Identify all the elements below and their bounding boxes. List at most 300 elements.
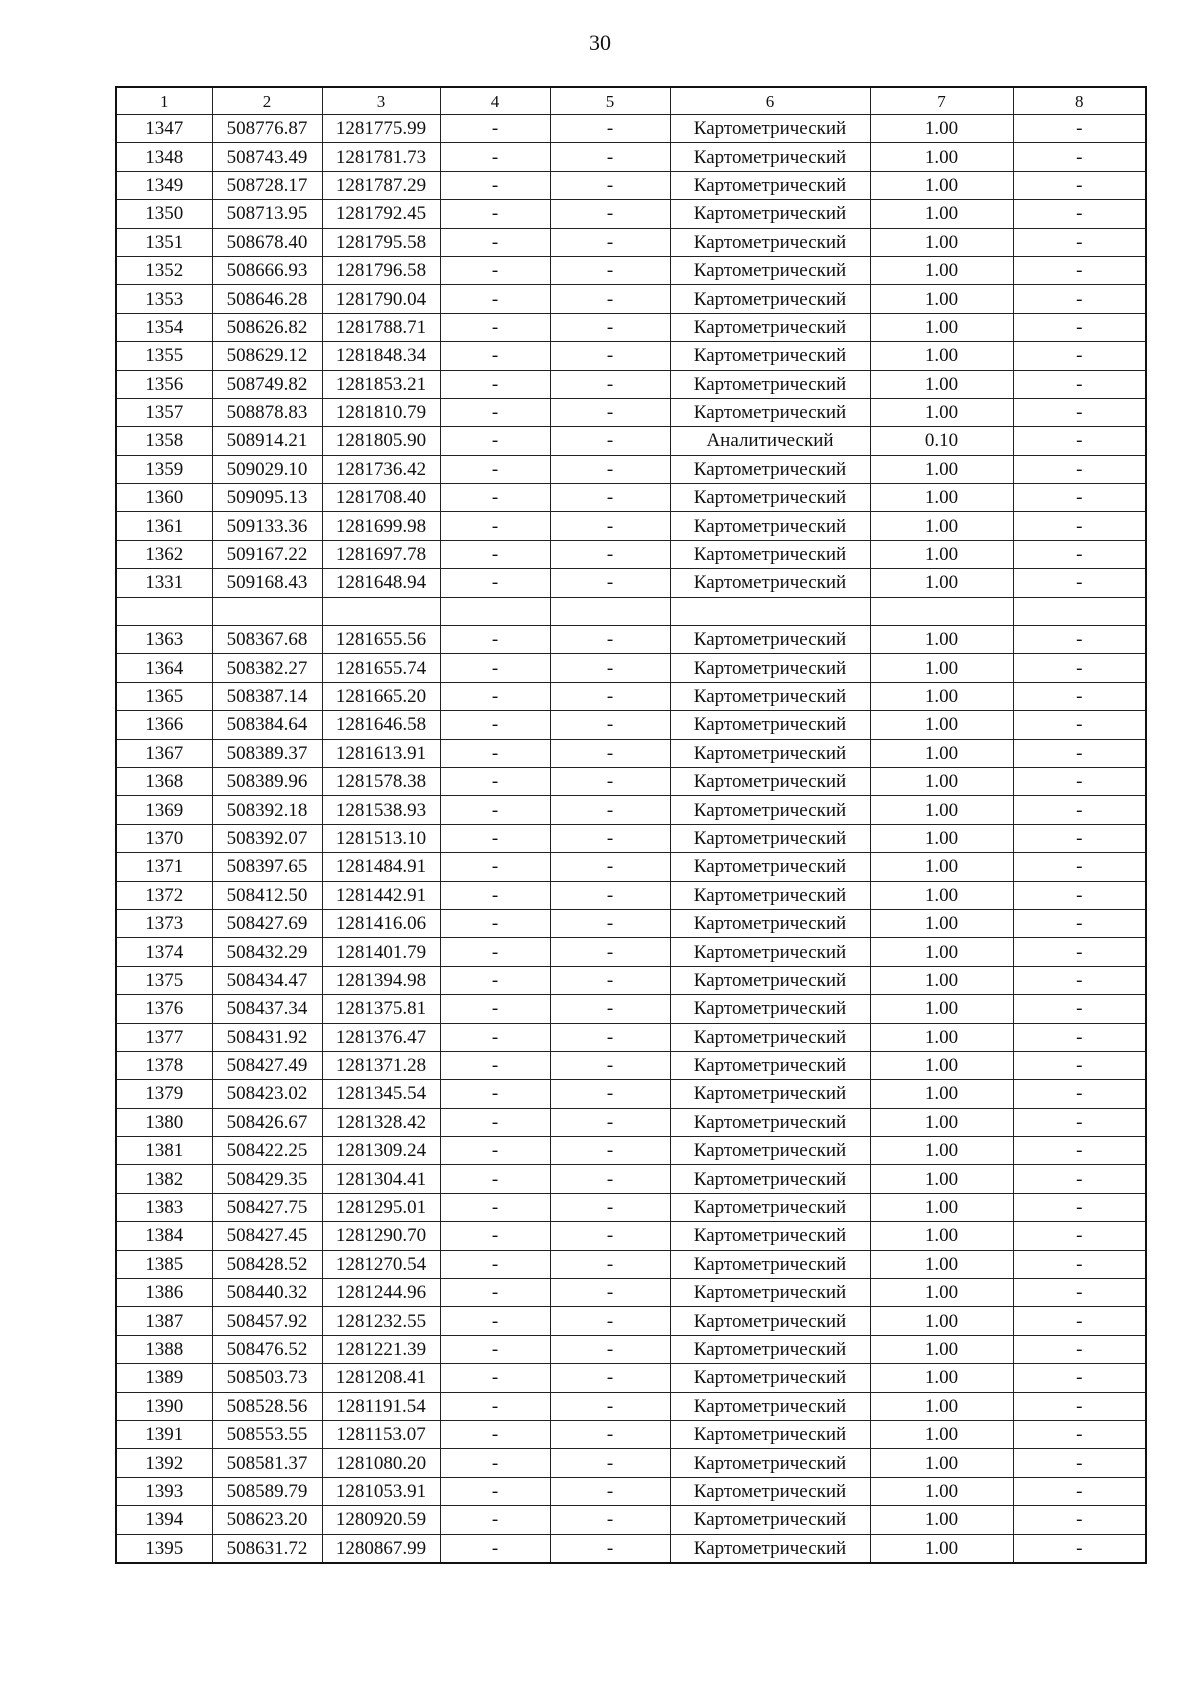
cell-y-coordinate: 1281787.29 — [322, 171, 440, 199]
cell-x-coordinate — [212, 597, 322, 625]
cell-accuracy: 1.00 — [870, 540, 1013, 568]
cell-method: Картометрический — [670, 796, 870, 824]
table-row — [116, 1193, 1146, 1221]
cell-x-coordinate: 508666.93 — [212, 256, 322, 284]
cell-x-coordinate: 508749.82 — [212, 370, 322, 398]
table-row — [116, 285, 1146, 313]
cell-accuracy: 1.00 — [870, 1449, 1013, 1477]
cell-col-8-value: - — [1013, 540, 1146, 568]
cell-method: Картометрический — [670, 1051, 870, 1079]
cell-method: Картометрический — [670, 1506, 870, 1534]
cell-x-coordinate: 508432.29 — [212, 938, 322, 966]
cell-point-number: 1360 — [116, 484, 212, 512]
cell-method: Картометрический — [670, 512, 870, 540]
cell-y-coordinate: 1281442.91 — [322, 881, 440, 909]
cell-col-4-value: - — [440, 995, 550, 1023]
cell-col-8-value: - — [1013, 1364, 1146, 1392]
cell-method: Картометрический — [670, 1307, 870, 1335]
cell-col-4-value: - — [440, 1250, 550, 1278]
cell-accuracy: 1.00 — [870, 455, 1013, 483]
table-row — [116, 1222, 1146, 1250]
cell-accuracy: 1.00 — [870, 398, 1013, 426]
cell-accuracy: 1.00 — [870, 313, 1013, 341]
cell-col-8-value: - — [1013, 1307, 1146, 1335]
cell-col-5-value: - — [550, 1335, 670, 1363]
cell-col-5-value: - — [550, 1080, 670, 1108]
cell-col-8-value: - — [1013, 1051, 1146, 1079]
table-row — [116, 682, 1146, 710]
cell-accuracy: 1.00 — [870, 626, 1013, 654]
cell-col-8-value: - — [1013, 654, 1146, 682]
cell-col-4-value: - — [440, 1420, 550, 1448]
cell-y-coordinate: 1281232.55 — [322, 1307, 440, 1335]
cell-method: Картометрический — [670, 1165, 870, 1193]
cell-point-number: 1357 — [116, 398, 212, 426]
cell-col-5-value: - — [550, 824, 670, 852]
column-header-3: 3 — [322, 87, 440, 115]
cell-point-number: 1353 — [116, 285, 212, 313]
cell-col-5-value: - — [550, 1534, 670, 1563]
cell-point-number: 1381 — [116, 1137, 212, 1165]
cell-point-number: 1366 — [116, 711, 212, 739]
cell-point-number: 1331 — [116, 569, 212, 597]
cell-col-4-value: - — [440, 342, 550, 370]
cell-method: Картометрический — [670, 1392, 870, 1420]
cell-method — [670, 597, 870, 625]
cell-col-5-value: - — [550, 1449, 670, 1477]
cell-col-8-value: - — [1013, 1250, 1146, 1278]
cell-method: Картометрический — [670, 654, 870, 682]
table-row — [116, 1534, 1146, 1563]
cell-method: Картометрический — [670, 626, 870, 654]
cell-y-coordinate: 1281796.58 — [322, 256, 440, 284]
cell-col-8-value: - — [1013, 427, 1146, 455]
cell-method: Картометрический — [670, 171, 870, 199]
cell-col-4-value: - — [440, 313, 550, 341]
cell-y-coordinate: 1281781.73 — [322, 143, 440, 171]
cell-col-5-value: - — [550, 313, 670, 341]
cell-col-4-value: - — [440, 171, 550, 199]
cell-point-number: 1352 — [116, 256, 212, 284]
cell-col-4-value: - — [440, 1477, 550, 1505]
cell-method: Картометрический — [670, 881, 870, 909]
cell-point-number: 1361 — [116, 512, 212, 540]
cell-y-coordinate: 1281788.71 — [322, 313, 440, 341]
cell-method: Картометрический — [670, 682, 870, 710]
cell-y-coordinate: 1281153.07 — [322, 1420, 440, 1448]
cell-col-5-value: - — [550, 285, 670, 313]
cell-col-8-value: - — [1013, 484, 1146, 512]
cell-method: Картометрический — [670, 313, 870, 341]
cell-method: Картометрический — [670, 1420, 870, 1448]
cell-col-5-value: - — [550, 171, 670, 199]
cell-accuracy: 1.00 — [870, 1364, 1013, 1392]
cell-col-5-value: - — [550, 342, 670, 370]
coordinates-table — [115, 86, 1147, 1564]
cell-accuracy: 1.00 — [870, 1108, 1013, 1136]
cell-col-4-value: - — [440, 228, 550, 256]
table-row — [116, 966, 1146, 994]
cell-accuracy — [870, 597, 1013, 625]
cell-y-coordinate: 1281191.54 — [322, 1392, 440, 1420]
cell-col-4-value: - — [440, 796, 550, 824]
cell-point-number: 1378 — [116, 1051, 212, 1079]
cell-col-5-value: - — [550, 1364, 670, 1392]
cell-col-5-value: - — [550, 1137, 670, 1165]
cell-col-8-value: - — [1013, 909, 1146, 937]
cell-col-5-value: - — [550, 1506, 670, 1534]
table-row — [116, 767, 1146, 795]
cell-col-5-value: - — [550, 654, 670, 682]
cell-col-8-value: - — [1013, 1392, 1146, 1420]
cell-accuracy: 1.00 — [870, 256, 1013, 284]
cell-x-coordinate: 508437.34 — [212, 995, 322, 1023]
cell-col-8-value: - — [1013, 200, 1146, 228]
cell-col-8-value: - — [1013, 711, 1146, 739]
cell-col-8-value: - — [1013, 1534, 1146, 1563]
cell-method: Картометрический — [670, 1250, 870, 1278]
cell-point-number: 1362 — [116, 540, 212, 568]
cell-x-coordinate: 508528.56 — [212, 1392, 322, 1420]
cell-x-coordinate: 508623.20 — [212, 1506, 322, 1534]
cell-x-coordinate: 508440.32 — [212, 1279, 322, 1307]
cell-col-8-value: - — [1013, 1222, 1146, 1250]
cell-col-5-value: - — [550, 1477, 670, 1505]
cell-col-8-value: - — [1013, 143, 1146, 171]
cell-col-4-value: - — [440, 1108, 550, 1136]
cell-col-8-value: - — [1013, 1165, 1146, 1193]
cell-y-coordinate: 1281853.21 — [322, 370, 440, 398]
cell-point-number: 1349 — [116, 171, 212, 199]
cell-col-4-value: - — [440, 1392, 550, 1420]
cell-col-8-value: - — [1013, 1506, 1146, 1534]
cell-x-coordinate: 508427.69 — [212, 909, 322, 937]
cell-x-coordinate: 508389.37 — [212, 739, 322, 767]
table-row — [116, 654, 1146, 682]
table-row — [116, 427, 1146, 455]
cell-point-number: 1388 — [116, 1335, 212, 1363]
cell-point-number: 1358 — [116, 427, 212, 455]
cell-col-4-value: - — [440, 1506, 550, 1534]
cell-col-5-value: - — [550, 711, 670, 739]
cell-method: Картометрический — [670, 824, 870, 852]
cell-accuracy: 1.00 — [870, 1080, 1013, 1108]
cell-method: Картометрический — [670, 455, 870, 483]
cell-x-coordinate: 508429.35 — [212, 1165, 322, 1193]
cell-col-8-value: - — [1013, 455, 1146, 483]
cell-col-5-value: - — [550, 569, 670, 597]
cell-point-number: 1348 — [116, 143, 212, 171]
cell-col-8-value: - — [1013, 115, 1146, 143]
cell-col-4-value: - — [440, 398, 550, 426]
cell-method: Картометрический — [670, 200, 870, 228]
cell-method: Картометрический — [670, 370, 870, 398]
cell-col-5-value: - — [550, 115, 670, 143]
cell-accuracy: 1.00 — [870, 824, 1013, 852]
cell-col-5-value: - — [550, 909, 670, 937]
table-row — [116, 1108, 1146, 1136]
cell-x-coordinate: 508457.92 — [212, 1307, 322, 1335]
cell-col-8-value — [1013, 597, 1146, 625]
cell-accuracy: 1.00 — [870, 200, 1013, 228]
cell-x-coordinate: 508389.96 — [212, 767, 322, 795]
cell-point-number: 1363 — [116, 626, 212, 654]
table-row — [116, 881, 1146, 909]
cell-col-8-value: - — [1013, 1477, 1146, 1505]
cell-y-coordinate: 1281655.74 — [322, 654, 440, 682]
cell-method: Картометрический — [670, 398, 870, 426]
cell-accuracy: 1.00 — [870, 484, 1013, 512]
table-row — [116, 909, 1146, 937]
cell-x-coordinate: 509133.36 — [212, 512, 322, 540]
cell-method: Картометрический — [670, 966, 870, 994]
cell-col-4-value: - — [440, 455, 550, 483]
cell-y-coordinate: 1281792.45 — [322, 200, 440, 228]
cell-method: Картометрический — [670, 569, 870, 597]
cell-col-4-value: - — [440, 1364, 550, 1392]
column-header-7: 7 — [870, 87, 1013, 115]
cell-point-number: 1368 — [116, 767, 212, 795]
cell-col-5-value: - — [550, 626, 670, 654]
cell-y-coordinate: 1281805.90 — [322, 427, 440, 455]
cell-col-4-value: - — [440, 739, 550, 767]
cell-method: Картометрический — [670, 143, 870, 171]
cell-col-4-value: - — [440, 512, 550, 540]
cell-col-4-value: - — [440, 540, 550, 568]
table-row — [116, 228, 1146, 256]
cell-accuracy: 1.00 — [870, 682, 1013, 710]
cell-accuracy: 1.00 — [870, 767, 1013, 795]
cell-col-5-value: - — [550, 938, 670, 966]
cell-col-8-value: - — [1013, 995, 1146, 1023]
cell-col-5-value — [550, 597, 670, 625]
table-row — [116, 569, 1146, 597]
cell-accuracy: 1.00 — [870, 909, 1013, 937]
table-row — [116, 824, 1146, 852]
cell-accuracy: 0.10 — [870, 427, 1013, 455]
cell-method: Картометрический — [670, 1080, 870, 1108]
cell-y-coordinate: 1281394.98 — [322, 966, 440, 994]
cell-col-5-value: - — [550, 427, 670, 455]
cell-y-coordinate: 1281053.91 — [322, 1477, 440, 1505]
table-row — [116, 1250, 1146, 1278]
table-row — [116, 342, 1146, 370]
cell-y-coordinate: 1281795.58 — [322, 228, 440, 256]
cell-col-8-value: - — [1013, 626, 1146, 654]
cell-col-5-value: - — [550, 370, 670, 398]
table-row — [116, 1392, 1146, 1420]
cell-col-5-value: - — [550, 143, 670, 171]
cell-x-coordinate: 508397.65 — [212, 853, 322, 881]
cell-x-coordinate: 509167.22 — [212, 540, 322, 568]
cell-y-coordinate: 1281790.04 — [322, 285, 440, 313]
table-row — [116, 711, 1146, 739]
cell-col-5-value: - — [550, 682, 670, 710]
cell-y-coordinate: 1281665.20 — [322, 682, 440, 710]
cell-point-number: 1350 — [116, 200, 212, 228]
cell-method: Картометрический — [670, 1023, 870, 1051]
cell-point-number: 1347 — [116, 115, 212, 143]
cell-col-8-value: - — [1013, 881, 1146, 909]
cell-col-4-value: - — [440, 1137, 550, 1165]
table-row — [116, 1279, 1146, 1307]
column-header-5: 5 — [550, 87, 670, 115]
table-row — [116, 1477, 1146, 1505]
cell-y-coordinate: 1281401.79 — [322, 938, 440, 966]
cell-y-coordinate: 1281295.01 — [322, 1193, 440, 1221]
cell-col-4-value: - — [440, 370, 550, 398]
cell-x-coordinate: 508392.18 — [212, 796, 322, 824]
cell-point-number: 1371 — [116, 853, 212, 881]
cell-method: Аналитический — [670, 427, 870, 455]
cell-col-5-value: - — [550, 767, 670, 795]
cell-accuracy: 1.00 — [870, 881, 1013, 909]
cell-method: Картометрический — [670, 711, 870, 739]
cell-x-coordinate: 508422.25 — [212, 1137, 322, 1165]
cell-col-8-value: - — [1013, 569, 1146, 597]
cell-method: Картометрический — [670, 767, 870, 795]
cell-col-4-value: - — [440, 881, 550, 909]
cell-point-number: 1389 — [116, 1364, 212, 1392]
cell-col-4-value: - — [440, 1193, 550, 1221]
cell-col-4-value: - — [440, 1080, 550, 1108]
table-row — [116, 1137, 1146, 1165]
table-row — [116, 1307, 1146, 1335]
cell-y-coordinate: 1281221.39 — [322, 1335, 440, 1363]
cell-col-4-value: - — [440, 1222, 550, 1250]
cell-col-4-value: - — [440, 711, 550, 739]
column-header-8: 8 — [1013, 87, 1146, 115]
cell-col-5-value: - — [550, 1307, 670, 1335]
cell-point-number: 1375 — [116, 966, 212, 994]
cell-method: Картометрический — [670, 1279, 870, 1307]
cell-x-coordinate: 508581.37 — [212, 1449, 322, 1477]
cell-x-coordinate: 508428.52 — [212, 1250, 322, 1278]
cell-col-8-value: - — [1013, 938, 1146, 966]
cell-col-5-value: - — [550, 398, 670, 426]
cell-col-8-value: - — [1013, 824, 1146, 852]
cell-accuracy: 1.00 — [870, 115, 1013, 143]
cell-x-coordinate: 508678.40 — [212, 228, 322, 256]
cell-point-number: 1373 — [116, 909, 212, 937]
cell-x-coordinate: 508431.92 — [212, 1023, 322, 1051]
cell-point-number: 1394 — [116, 1506, 212, 1534]
table-row — [116, 143, 1146, 171]
cell-y-coordinate: 1281375.81 — [322, 995, 440, 1023]
cell-point-number: 1392 — [116, 1449, 212, 1477]
table-row — [116, 739, 1146, 767]
cell-col-8-value: - — [1013, 1137, 1146, 1165]
cell-col-4-value: - — [440, 115, 550, 143]
table-row — [116, 1506, 1146, 1534]
cell-point-number: 1374 — [116, 938, 212, 966]
cell-col-8-value: - — [1013, 682, 1146, 710]
cell-y-coordinate — [322, 597, 440, 625]
cell-point-number: 1383 — [116, 1193, 212, 1221]
cell-col-8-value: - — [1013, 1080, 1146, 1108]
cell-y-coordinate: 1281646.58 — [322, 711, 440, 739]
cell-method: Картометрический — [670, 342, 870, 370]
cell-y-coordinate: 1280867.99 — [322, 1534, 440, 1563]
cell-accuracy: 1.00 — [870, 1335, 1013, 1363]
cell-x-coordinate: 508427.75 — [212, 1193, 322, 1221]
cell-accuracy: 1.00 — [870, 1307, 1013, 1335]
cell-method: Картометрический — [670, 1193, 870, 1221]
cell-method: Картометрический — [670, 938, 870, 966]
cell-y-coordinate: 1281304.41 — [322, 1165, 440, 1193]
cell-col-5-value: - — [550, 256, 670, 284]
cell-accuracy: 1.00 — [870, 512, 1013, 540]
cell-y-coordinate: 1281613.91 — [322, 739, 440, 767]
cell-point-number: 1393 — [116, 1477, 212, 1505]
cell-point-number: 1386 — [116, 1279, 212, 1307]
table-row — [116, 1165, 1146, 1193]
cell-method: Картометрический — [670, 1222, 870, 1250]
column-header-1: 1 — [116, 87, 212, 115]
cell-y-coordinate: 1281345.54 — [322, 1080, 440, 1108]
table-row — [116, 313, 1146, 341]
cell-accuracy: 1.00 — [870, 1250, 1013, 1278]
cell-point-number: 1351 — [116, 228, 212, 256]
cell-col-4-value: - — [440, 569, 550, 597]
cell-y-coordinate: 1281484.91 — [322, 853, 440, 881]
cell-x-coordinate: 508367.68 — [212, 626, 322, 654]
cell-x-coordinate: 508646.28 — [212, 285, 322, 313]
cell-col-5-value: - — [550, 881, 670, 909]
cell-y-coordinate: 1281697.78 — [322, 540, 440, 568]
cell-col-5-value: - — [550, 1420, 670, 1448]
cell-accuracy: 1.00 — [870, 1137, 1013, 1165]
table-row — [116, 455, 1146, 483]
cell-accuracy: 1.00 — [870, 1193, 1013, 1221]
cell-accuracy: 1.00 — [870, 1506, 1013, 1534]
cell-method: Картометрический — [670, 484, 870, 512]
cell-method: Картометрический — [670, 1137, 870, 1165]
cell-col-5-value: - — [550, 1108, 670, 1136]
cell-y-coordinate: 1281655.56 — [322, 626, 440, 654]
cell-col-5-value: - — [550, 1193, 670, 1221]
cell-accuracy: 1.00 — [870, 796, 1013, 824]
cell-accuracy: 1.00 — [870, 995, 1013, 1023]
cell-col-4-value: - — [440, 966, 550, 994]
table-row — [116, 512, 1146, 540]
cell-point-number: 1390 — [116, 1392, 212, 1420]
header-row — [116, 87, 1146, 115]
cell-method: Картометрический — [670, 1364, 870, 1392]
table-row — [116, 1420, 1146, 1448]
table-row — [116, 1023, 1146, 1051]
cell-col-4-value: - — [440, 1307, 550, 1335]
cell-col-8-value: - — [1013, 1023, 1146, 1051]
cell-col-8-value: - — [1013, 966, 1146, 994]
cell-col-8-value: - — [1013, 398, 1146, 426]
cell-col-5-value: - — [550, 1165, 670, 1193]
cell-accuracy: 1.00 — [870, 1051, 1013, 1079]
table-row — [116, 1051, 1146, 1079]
cell-accuracy: 1.00 — [870, 1165, 1013, 1193]
cell-point-number: 1369 — [116, 796, 212, 824]
cell-col-4-value: - — [440, 909, 550, 937]
table-row — [116, 1080, 1146, 1108]
cell-col-8-value: - — [1013, 767, 1146, 795]
cell-col-5-value: - — [550, 1392, 670, 1420]
cell-col-4-value: - — [440, 626, 550, 654]
cell-y-coordinate: 1281371.28 — [322, 1051, 440, 1079]
cell-col-8-value: - — [1013, 171, 1146, 199]
cell-accuracy: 1.00 — [870, 342, 1013, 370]
cell-accuracy: 1.00 — [870, 966, 1013, 994]
table-row — [116, 938, 1146, 966]
